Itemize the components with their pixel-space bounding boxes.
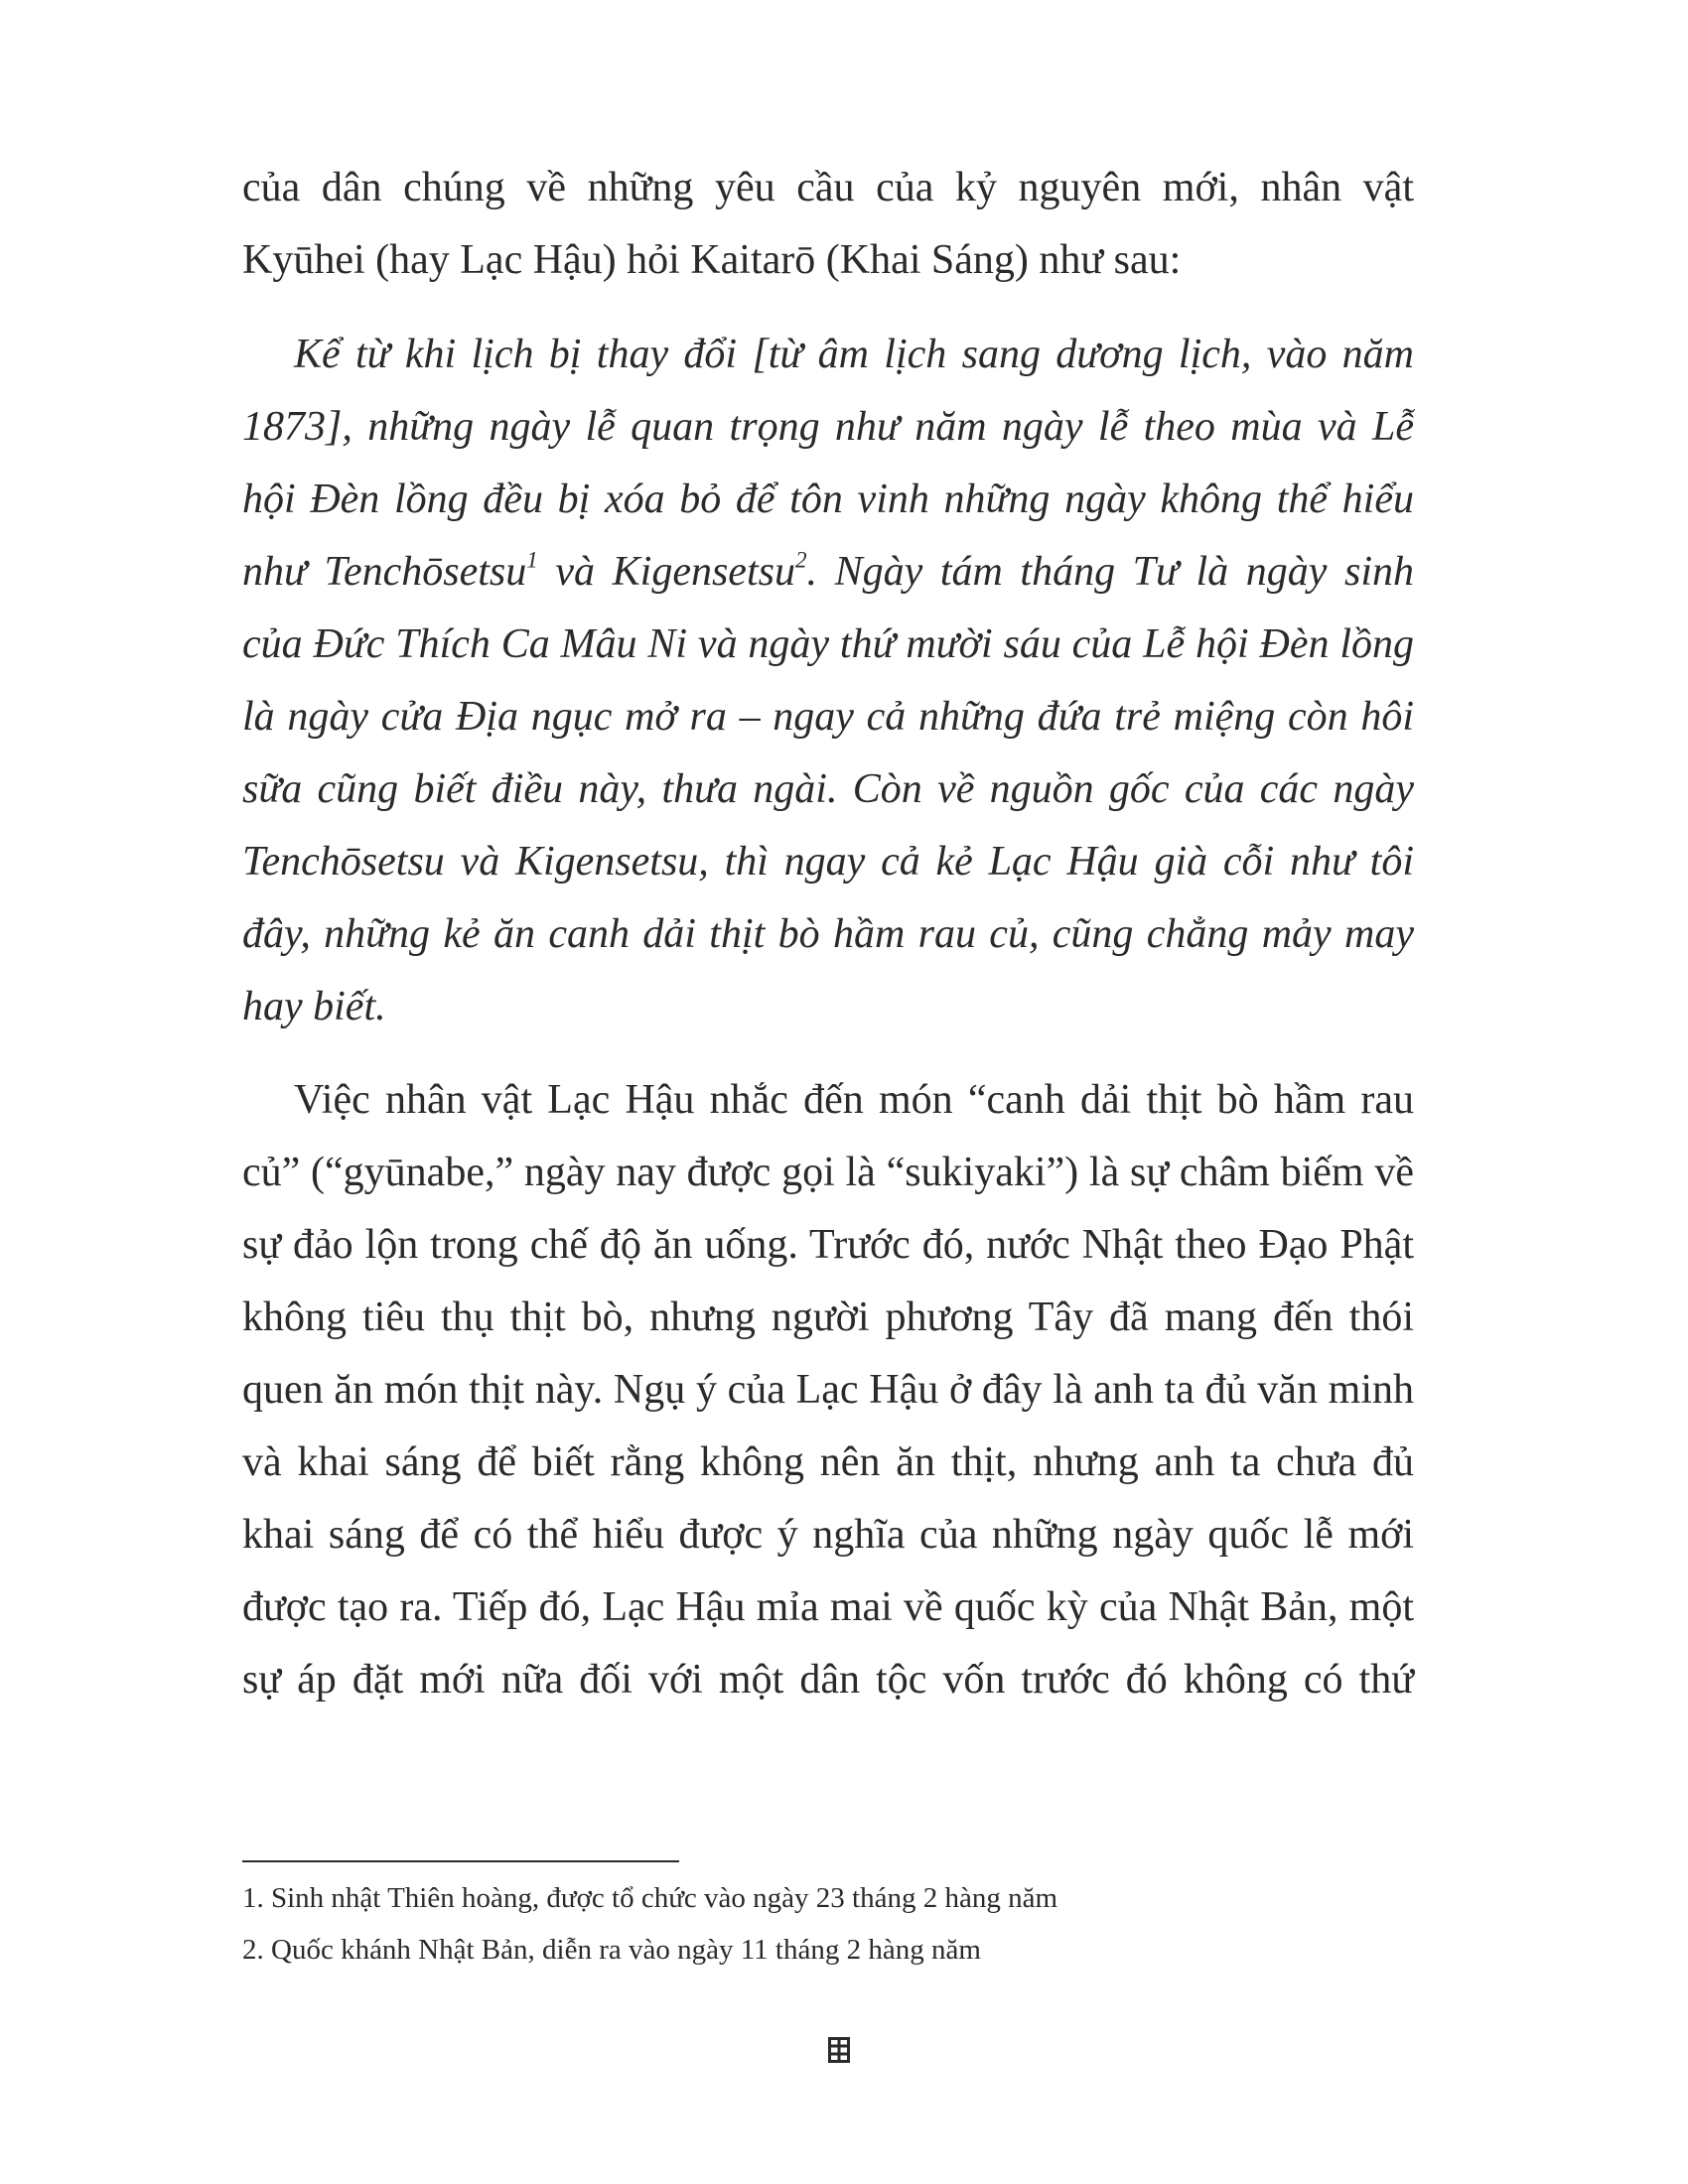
paragraph-commentary: Việc nhân vật Lạc Hậu nhắc đến món “canh dải thịt bò hầm rau củ” (“gyūnabe,” ngày nay được gọi là “sukiyaki”) là sự châm biếm về sự đảo lộn trong chế độ ăn uống. Trước đó, nước Nhật theo Đạo Phật không tiêu thụ thịt bò, nhưng người phương Tây đã mang đến thói quen ăn món thịt này. Ngụ ý của Lạc Hậu ở đây là anh ta đủ văn minh và khai sáng để biết rằng không nên ăn thịt, nhưng anh ta chưa đủ khai sáng để có thể hiểu được ý nghĩa của những ngày quốc lễ mới được tạo ra. Tiếp đó, Lạc Hậu mỉa mai về quốc kỳ của Nhật Bản, một sự áp đặt mới nữa đối với một dân tộc vốn trước đó không có thứ <box>242 1077 1414 1703</box>
book-mark-icon <box>828 2037 850 2063</box>
footnote-2: 2. Quốc khánh Nhật Bản, diễn ra vào ngày 11 tháng 2 hàng năm <box>242 1934 981 1966</box>
footnote-ref-2[interactable]: 2 <box>794 546 807 573</box>
footnote-divider <box>242 1860 679 1862</box>
paragraph-quote <box>242 319 1414 1043</box>
quote-text-part-3: . Ngày tám tháng Tư là ngày sinh của Đức Thích Ca Mâu Ni và ngày thứ mười sáu của Lễ hội Đèn lồng là ngày cửa Địa ngục mở ra – ngay cả những đứa trẻ miệng còn hôi sữa cũng biết điều này, thưa ngài. Còn về nguồn gốc của các ngày Tenchōsetsu và Kigensetsu, thì ngay cả kẻ Lạc Hậu già cỗi như tôi đây, những kẻ ăn canh dải thịt bò hầm rau củ, cũng chẳng mảy may hay biết. <box>242 549 1414 1029</box>
quote-text-part-2: và Kigensetsu <box>537 549 795 595</box>
footnote-ref-1[interactable]: 1 <box>526 546 538 573</box>
footnote-1: 1. Sinh nhật Thiên hoàng, được tổ chức vào ngày 23 tháng 2 hàng năm <box>242 1882 1058 1914</box>
paragraph-intro: của dân chúng về những yêu cầu của kỷ nguyên mới, nhân vật Kyūhei (hay Lạc Hậu) hỏi Kaitarō (Khai Sáng) như sau: <box>242 165 1414 283</box>
quote-text-part-1: Kể từ khi lịch bị thay đổi [từ âm lịch sang dương lịch, vào năm 1873], những ngày lễ quan trọng như năm ngày lễ theo mùa và Lễ hội Đèn lồng đều bị xóa bỏ để tôn vinh những ngày không thể hiểu như Tenchōsetsu <box>242 332 1414 595</box>
